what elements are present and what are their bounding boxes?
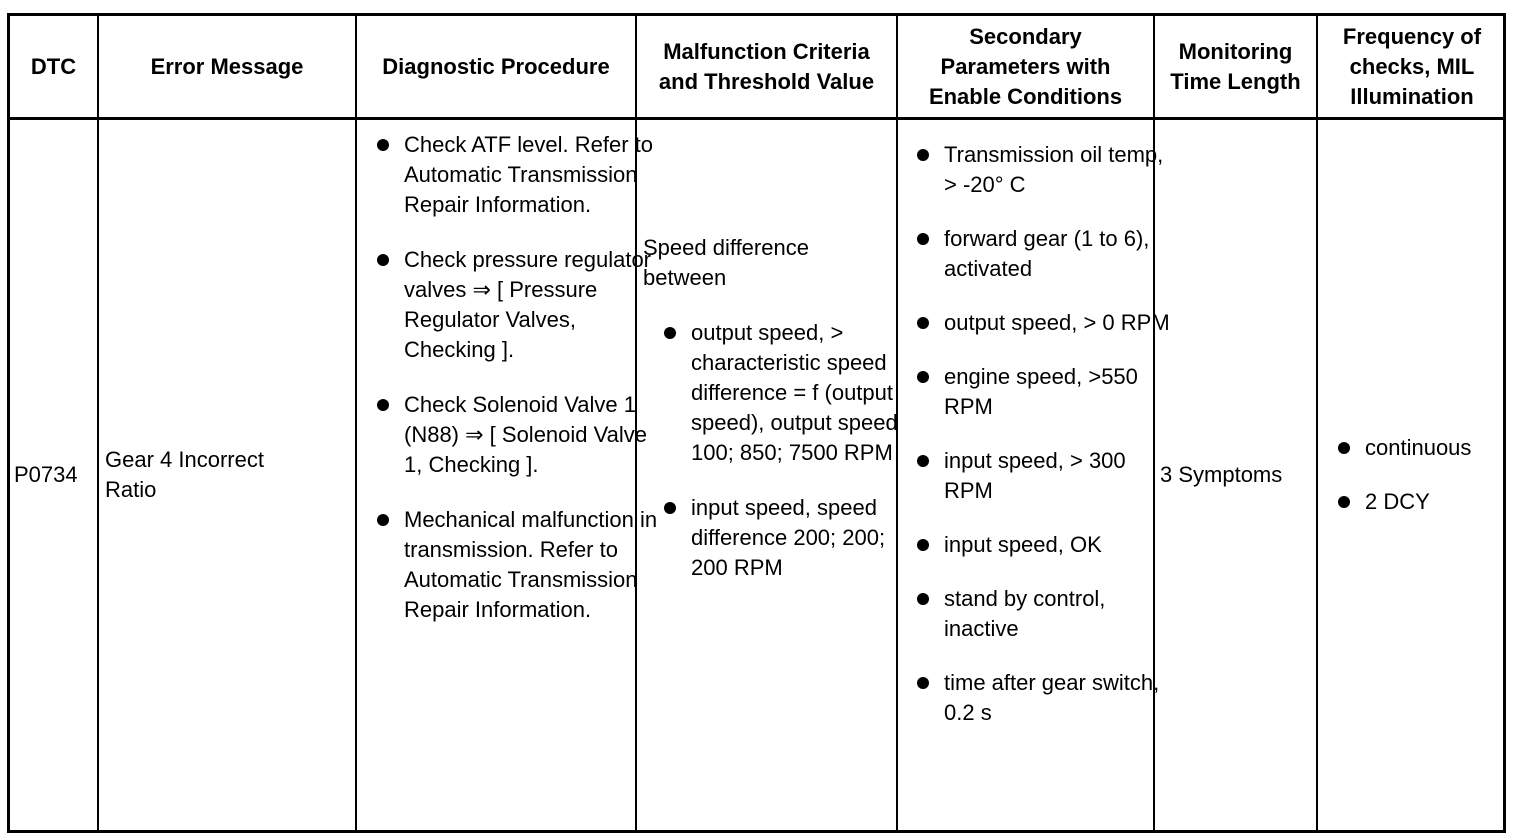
list-item: input speed, speed difference 200; 200; 200 RPM bbox=[656, 493, 911, 583]
header-diagnostic-procedure-label: Diagnostic Procedure bbox=[382, 53, 610, 79]
list-item: Check ATF level. Refer to Automatic Transmission Repair Information. bbox=[369, 130, 659, 220]
monitoring-time-text: 3 Symptoms bbox=[1160, 462, 1283, 487]
list-item: Check Solenoid Valve 1 (N88) ⇒ [ Solenoid Valve 1, Checking ]. bbox=[369, 390, 659, 480]
cell-malfunction-criteria bbox=[643, 120, 896, 830]
list-item: stand by control, inactive bbox=[909, 584, 1179, 644]
list-item: output speed, > characteristic speed difference = f (output speed), output speed 100; 850; 7500 RPM bbox=[656, 318, 911, 468]
header-monitoring-time-label: Monitoring Time Length bbox=[1170, 38, 1301, 94]
header-frequency-label: Frequency of checks, MIL Illumination bbox=[1342, 23, 1482, 109]
header-error-message bbox=[99, 16, 355, 117]
list-item: Transmission oil temp, > -20° C bbox=[909, 140, 1179, 200]
list-item: time after gear switch, 0.2 s bbox=[909, 668, 1179, 728]
secondary-parameters-list bbox=[909, 140, 1170, 728]
cell-frequency bbox=[1330, 120, 1510, 830]
header-frequency bbox=[1318, 16, 1506, 117]
dtc-table bbox=[7, 13, 1506, 833]
header-diagnostic-procedure bbox=[357, 16, 635, 117]
header-malfunction-criteria-label: Malfunction Criteria and Threshold Value bbox=[658, 38, 875, 94]
header-secondary-parameters bbox=[898, 16, 1153, 117]
list-item: input speed, OK bbox=[909, 530, 1179, 560]
list-item: 2 DCY bbox=[1330, 487, 1520, 517]
dtc-code: P0734 bbox=[14, 462, 78, 487]
cell-error-message bbox=[105, 120, 355, 830]
list-item: input speed, > 300 RPM bbox=[909, 446, 1179, 506]
header-dtc-label: DTC bbox=[30, 53, 77, 79]
cell-monitoring-time bbox=[1160, 120, 1316, 830]
header-malfunction-criteria bbox=[637, 16, 896, 117]
list-item: continuous bbox=[1330, 433, 1520, 463]
list-item: output speed, > 0 RPM bbox=[909, 308, 1179, 338]
header-secondary-parameters-label: Secondary Parameters with Enable Conditions bbox=[928, 23, 1123, 109]
malfunction-intro: Speed difference between bbox=[643, 235, 809, 290]
diagnostic-procedure-list bbox=[369, 130, 658, 625]
column-divider bbox=[355, 16, 357, 830]
cell-diagnostic-procedure bbox=[369, 120, 658, 830]
list-item: Check pressure regulator valves ⇒ [ Pressure Regulator Valves, Checking ]. bbox=[369, 245, 659, 365]
cell-secondary-parameters bbox=[909, 120, 1170, 830]
list-item: Mechanical malfunction in transmission. Refer to Automatic Transmission Repair Information. bbox=[369, 505, 659, 625]
list-item: forward gear (1 to 6), activated bbox=[909, 224, 1179, 284]
cell-dtc bbox=[14, 120, 97, 830]
header-dtc bbox=[10, 16, 97, 117]
header-monitoring-time bbox=[1155, 16, 1316, 117]
column-divider bbox=[1316, 16, 1318, 830]
frequency-list bbox=[1330, 433, 1520, 517]
list-item: engine speed, >550 RPM bbox=[909, 362, 1179, 422]
error-message-text: Gear 4 Incorrect Ratio bbox=[105, 447, 264, 502]
column-divider bbox=[97, 16, 99, 830]
header-error-message-label: Error Message bbox=[150, 53, 304, 79]
malfunction-criteria-list bbox=[656, 318, 896, 583]
